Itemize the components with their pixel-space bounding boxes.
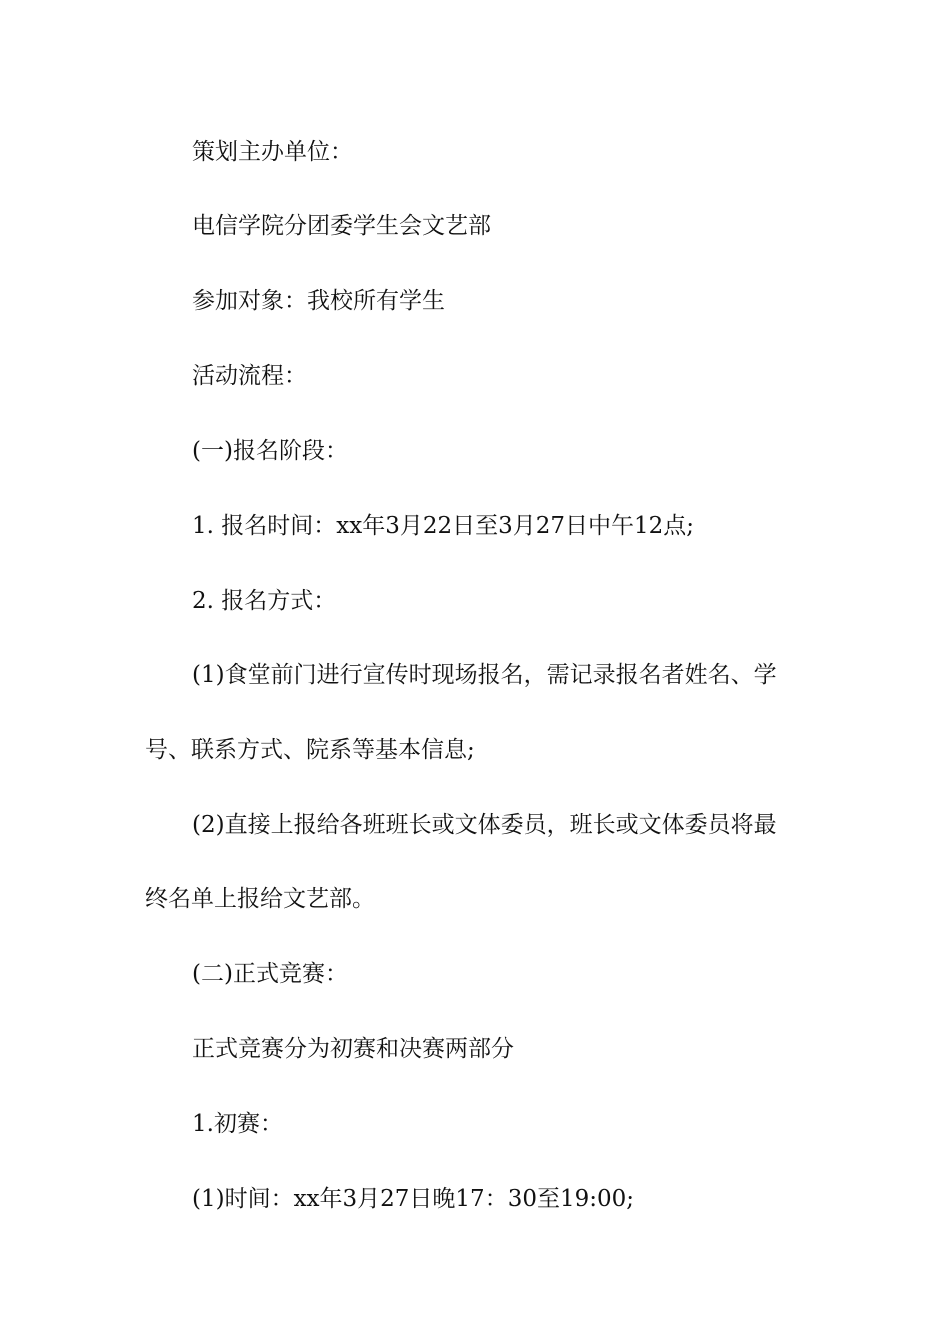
- section-competition-heading: (二)正式竞赛：: [192, 961, 348, 987]
- registration-time: 1. 报名时间：xx年3月22日至3月27日中午12点;: [192, 513, 695, 539]
- section-registration-heading: (一)报名阶段：: [192, 438, 348, 464]
- participants-line: 参加对象：我校所有学生: [192, 288, 445, 314]
- registration-method-2-line-1: (2)直接上报给各班班长或文体委员，班长或文体委员将最: [192, 812, 777, 838]
- preliminary-time: (1)时间：xx年3月27日晚17：30至19:00;: [192, 1186, 634, 1212]
- registration-method-2-line-2: 终名单上报给文艺部。: [145, 886, 375, 912]
- preliminary-heading: 1.初赛：: [192, 1111, 283, 1137]
- registration-method-1-line-2: 号、联系方式、院系等基本信息;: [145, 737, 475, 763]
- registration-method-heading: 2. 报名方式：: [192, 588, 337, 614]
- competition-description: 正式竞赛分为初赛和决赛两部分: [192, 1036, 514, 1062]
- registration-method-1-line-1: (1)食堂前门进行宣传时现场报名，需记录报名者姓名、学: [192, 662, 777, 688]
- heading-process: 活动流程：: [192, 363, 307, 389]
- organizer-name: 电信学院分团委学生会文艺部: [192, 213, 491, 239]
- heading-organizer: 策划主办单位：: [192, 139, 353, 165]
